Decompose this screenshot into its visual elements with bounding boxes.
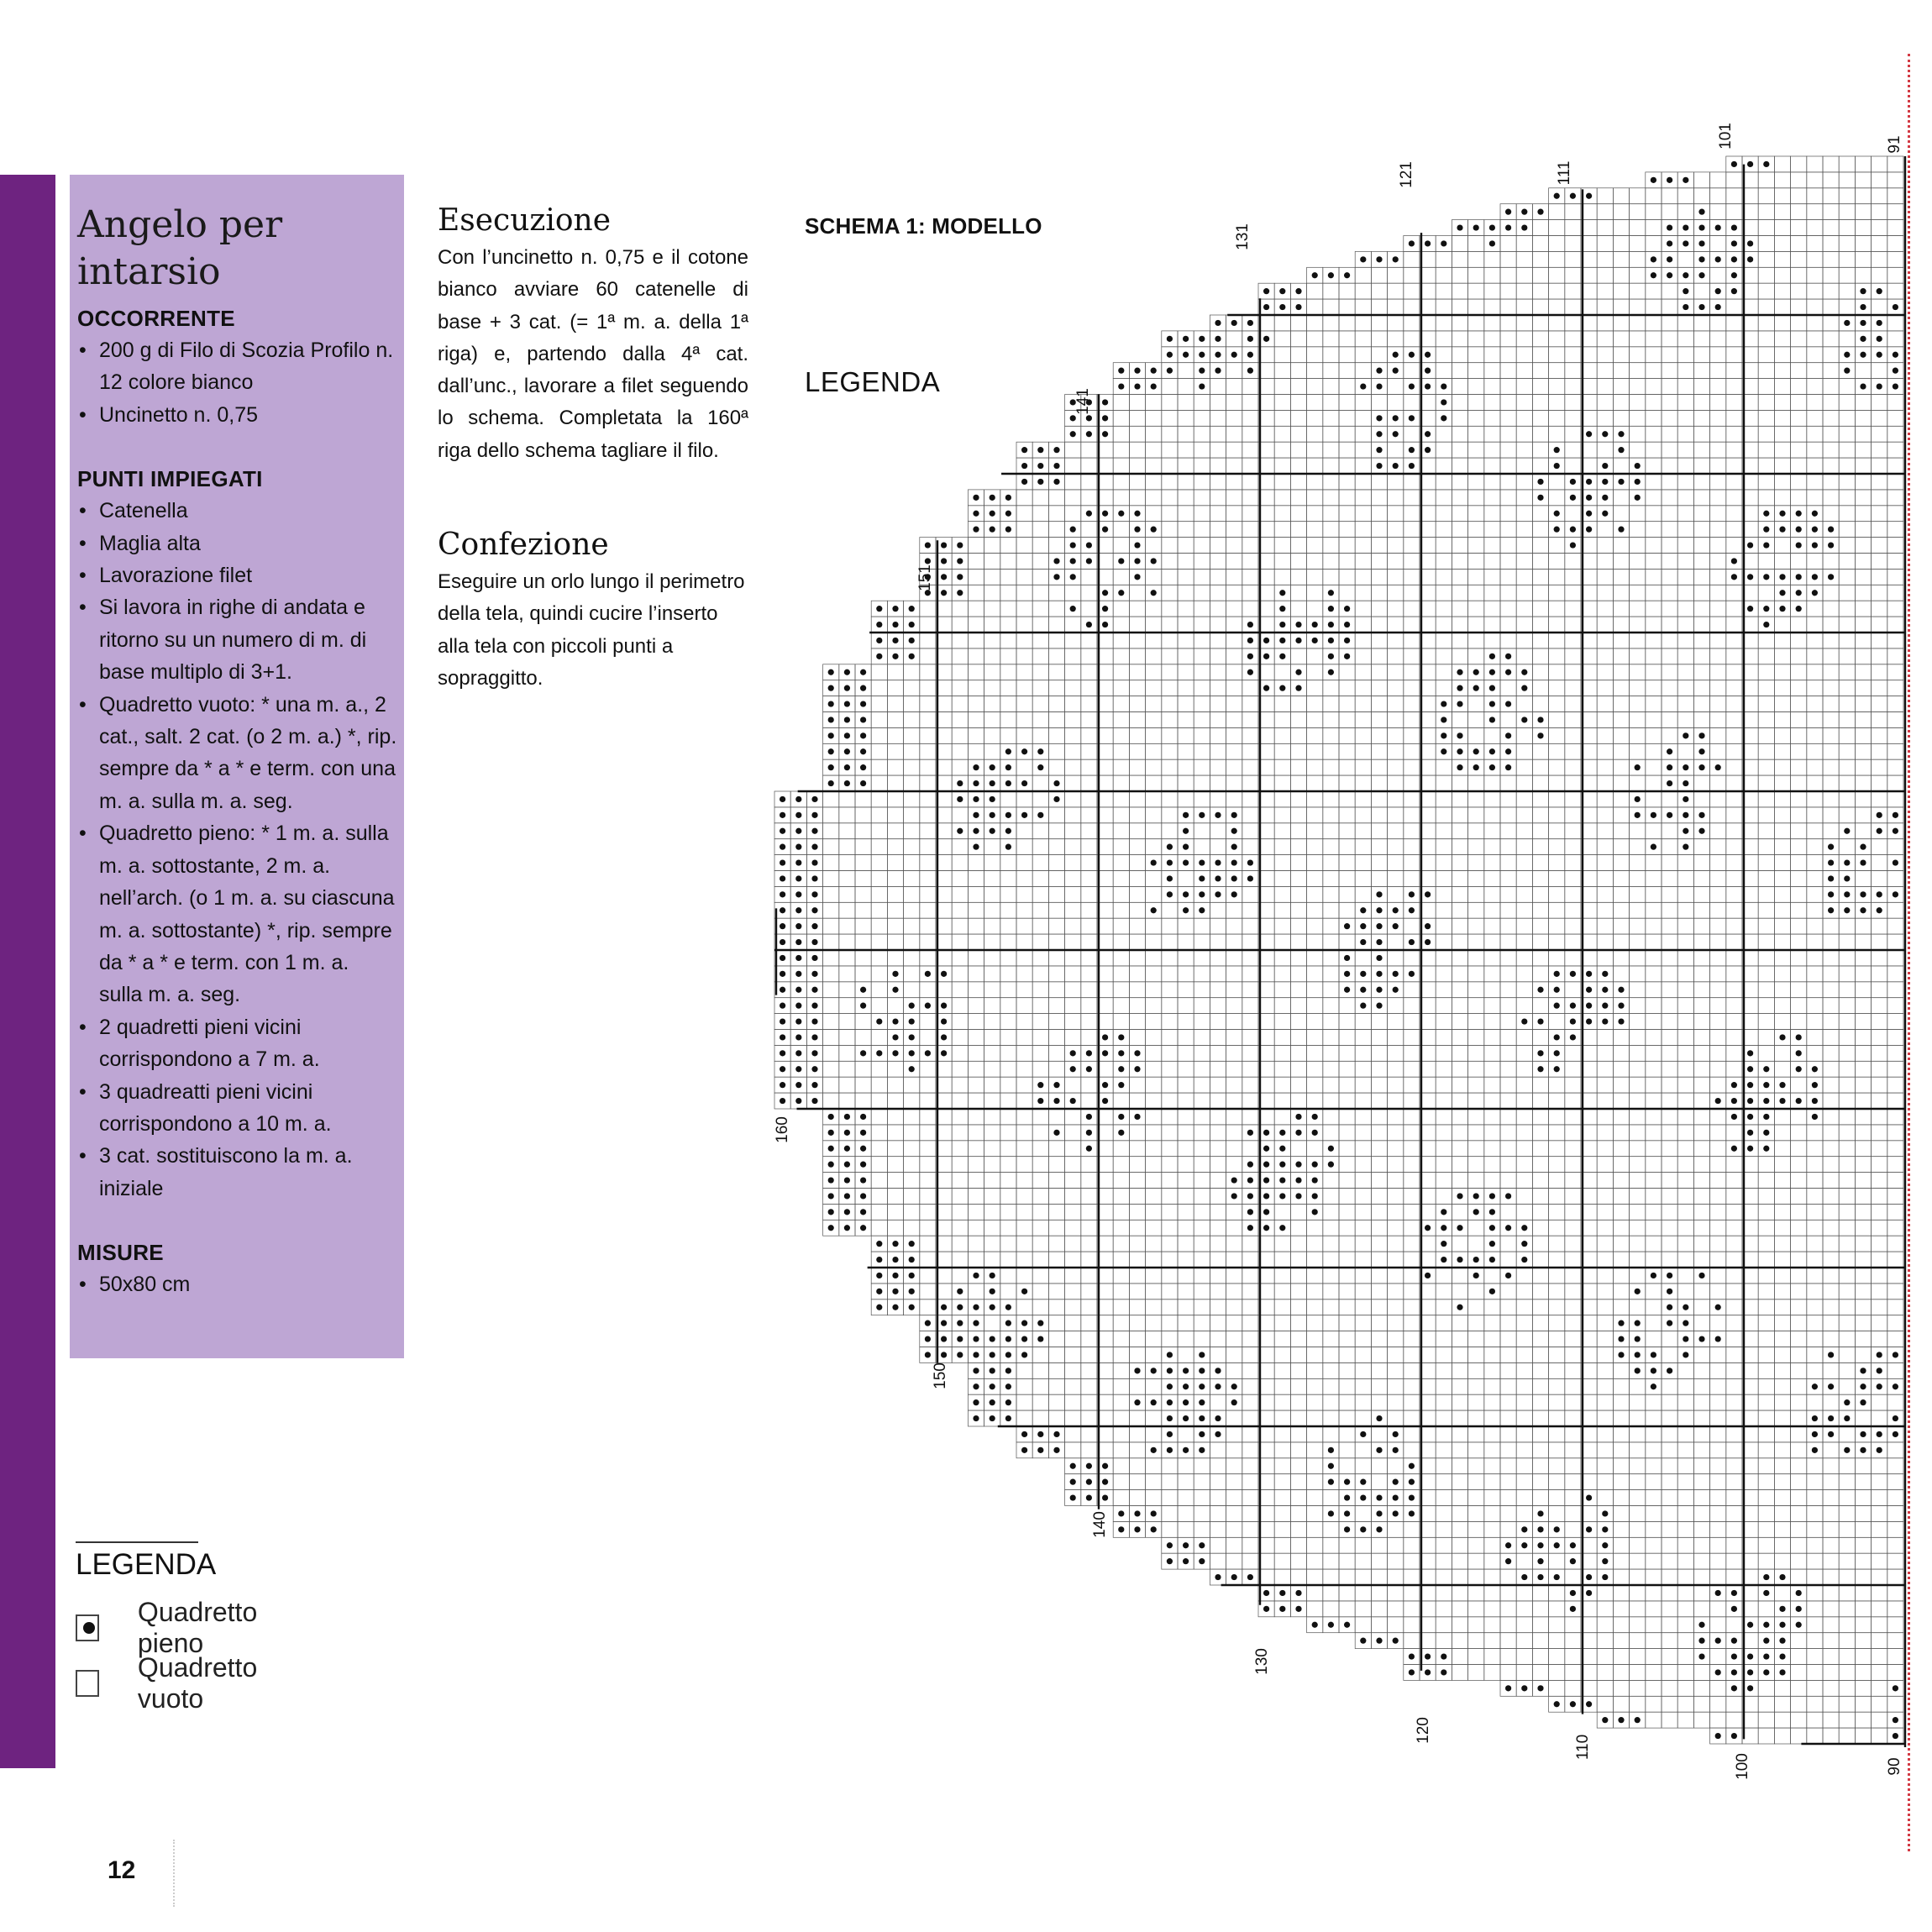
title-line-1: Angelo per	[77, 203, 283, 246]
list-item: • Lavorazione filet	[77, 559, 397, 591]
esecuzione-heading: Esecuzione	[438, 203, 612, 238]
legend-empty-row	[76, 1652, 302, 1714]
list-item: • 200 g di Filo di Scozia Profilo n. 12 colore bianco	[77, 334, 397, 399]
title-line-2: intarsio	[77, 250, 221, 293]
legend-empty-label: Quadretto vuoto	[137, 1652, 258, 1714]
list-item: • 3 quadreatti pieni vicini corrispondono a 10 m. a.	[77, 1076, 397, 1141]
list-item: • 3 cat. sostituiscono la m. a. iniziale	[77, 1140, 397, 1205]
legend-filled-row	[76, 1597, 302, 1658]
chart-major-lines	[774, 156, 1905, 1747]
misure-heading: MISURE	[77, 1240, 164, 1266]
row-label-top: 111	[1556, 160, 1573, 186]
page-number: 12	[108, 1856, 136, 1884]
legend-heading: LEGENDA	[76, 1548, 217, 1581]
legend-box	[76, 1541, 302, 1714]
list-item: • Catenella	[77, 495, 397, 527]
filled-square-icon	[76, 1614, 99, 1641]
legend-rule	[76, 1541, 198, 1543]
row-label-bottom: 160	[774, 1116, 791, 1143]
row-label-top: 101	[1717, 123, 1735, 150]
list-item: • Quadretto vuoto: * una m. a., 2 cat., salt. 2 cat. (o 2 m. a.) *, rip. sempre da * a * e term. con una m. a. sulla m. a. seg.	[77, 689, 397, 818]
list-item: • Maglia alta	[77, 528, 397, 559]
confezione-heading: Confezione	[438, 528, 609, 563]
row-label-top: 91	[1886, 135, 1903, 154]
gutter-mark	[173, 1840, 175, 1907]
row-label-top: 121	[1398, 161, 1415, 188]
legend-filled-label: Quadretto pieno	[137, 1597, 258, 1658]
row-label-top: 151	[916, 564, 934, 591]
row-label-top: 141	[1074, 388, 1092, 415]
list-item: • 2 quadretti pieni vicini corrispondono a 7 m. a.	[77, 1011, 397, 1076]
punti-heading: PUNTI IMPIEGATI	[77, 466, 263, 492]
row-label-bottom: 150	[932, 1362, 949, 1389]
empty-square-icon	[76, 1670, 99, 1697]
row-label-bottom: 110	[1574, 1734, 1592, 1761]
occorrente-heading: OCCORRENTE	[77, 306, 235, 331]
row-label-top: 131	[1234, 223, 1252, 250]
list-item: • 50x80 cm	[77, 1268, 397, 1300]
trim-line	[1908, 54, 1910, 1851]
list-item: • Uncinetto n. 0,75	[77, 399, 397, 431]
row-label-bottom: 140	[1091, 1511, 1109, 1538]
list-item: • Si lavora in righe di andata e ritorno su un numero di m. di base multiplo di 3+1.	[77, 591, 397, 688]
schema-title: SCHEMA 1: MODELLO	[805, 213, 1042, 239]
confezione-text: Eseguire un orlo lungo il perimetro della tela, quindi cucire l’inserto alla tela con piccoli punti a sopraggitto.	[438, 570, 745, 690]
list-item: • Quadretto pieno: * 1 m. a. sulla m. a. sottostante, 2 m. a. nell’arch. (o 1 m. a. su ciascuna m. a. sottostante) *, rip. sempre da * a * e term. con 1 m. a. sulla m. a. seg.	[77, 817, 397, 1011]
row-label-bottom: 100	[1734, 1753, 1751, 1780]
row-label-bottom: 130	[1253, 1648, 1271, 1675]
row-label-bottom: 90	[1886, 1757, 1903, 1776]
row-label-bottom: 120	[1415, 1717, 1432, 1744]
esecuzione-text: Con l’uncinetto n. 0,75 e il cotone bianco avviare 60 catenelle di base + 3 cat. (= 1ª m. a. della 1ª riga) e, partendo dalla 4ª cat. dall’unc., lavorare a filet seguendo lo schema. Completata la 160ª riga dello schema tagliare il filo.	[438, 246, 748, 462]
schema-legend-label: LEGENDA	[805, 366, 941, 397]
